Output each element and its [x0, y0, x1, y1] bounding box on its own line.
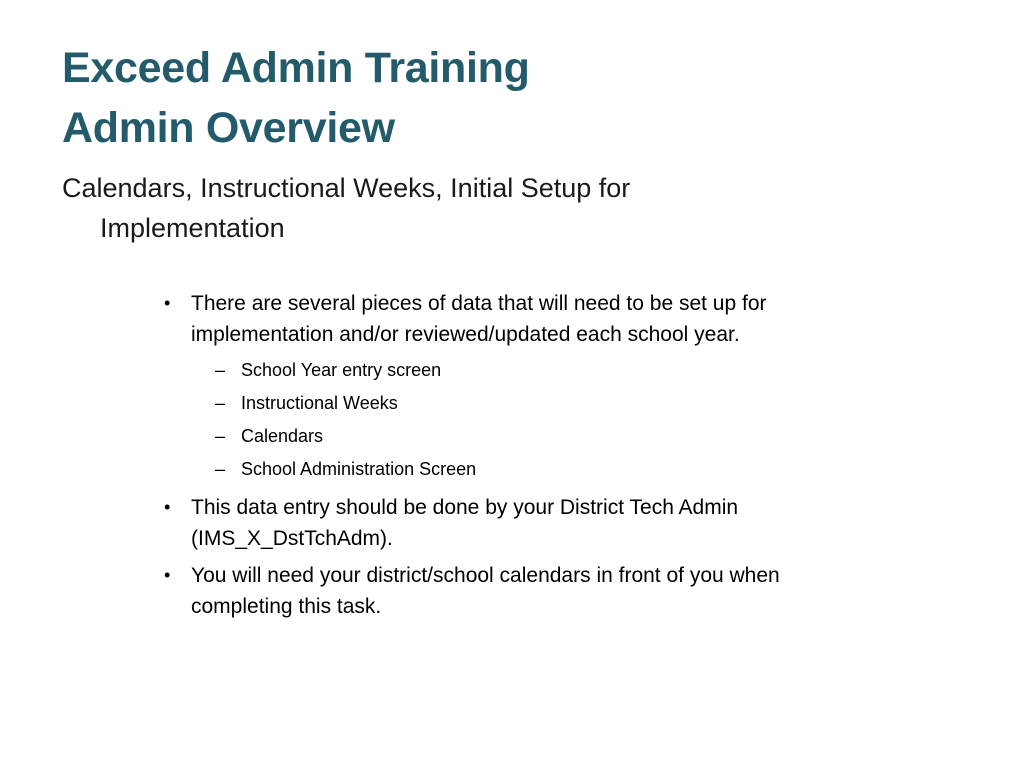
bullet-item	[164, 560, 884, 622]
sub-bullet-text: Calendars	[241, 426, 324, 446]
bullet-list	[164, 288, 884, 628]
sub-bullet-item	[191, 354, 884, 387]
dash-marker-icon: –	[215, 393, 226, 413]
sub-bullet-item	[191, 453, 884, 486]
sub-bullet-item	[191, 420, 884, 453]
sub-bullet-item	[191, 387, 884, 420]
sub-bullet-text: Instructional Weeks	[241, 393, 398, 413]
bullet-marker-icon: •	[164, 565, 171, 585]
sub-bullet-list	[191, 354, 884, 486]
dash-marker-icon: –	[215, 360, 226, 380]
bullet-text: You will need your district/school calendars in front of you when completing this task.	[191, 564, 780, 618]
bullet-item	[164, 492, 884, 554]
bullet-text: There are several pieces of data that will need to be set up for implementation and/or reviewed/updated each school year.	[191, 292, 767, 346]
slide-title	[62, 38, 530, 158]
sub-bullet-text: School Administration Screen	[241, 459, 477, 479]
title-line-2: Admin Overview	[62, 104, 395, 152]
bullet-item	[164, 288, 884, 486]
bullet-text: This data entry should be done by your District Tech Admin (IMS_X_DstTchAdm).	[191, 496, 739, 550]
dash-marker-icon: –	[215, 426, 226, 446]
bullet-marker-icon: •	[164, 293, 171, 313]
sub-bullet-text: School Year entry screen	[241, 360, 442, 380]
title-line-1: Exceed Admin Training	[62, 44, 530, 92]
slide-subtitle: Calendars, Instructional Weeks, Initial Setup for Implementation	[62, 173, 631, 243]
dash-marker-icon: –	[215, 459, 226, 479]
bullet-marker-icon: •	[164, 497, 171, 517]
